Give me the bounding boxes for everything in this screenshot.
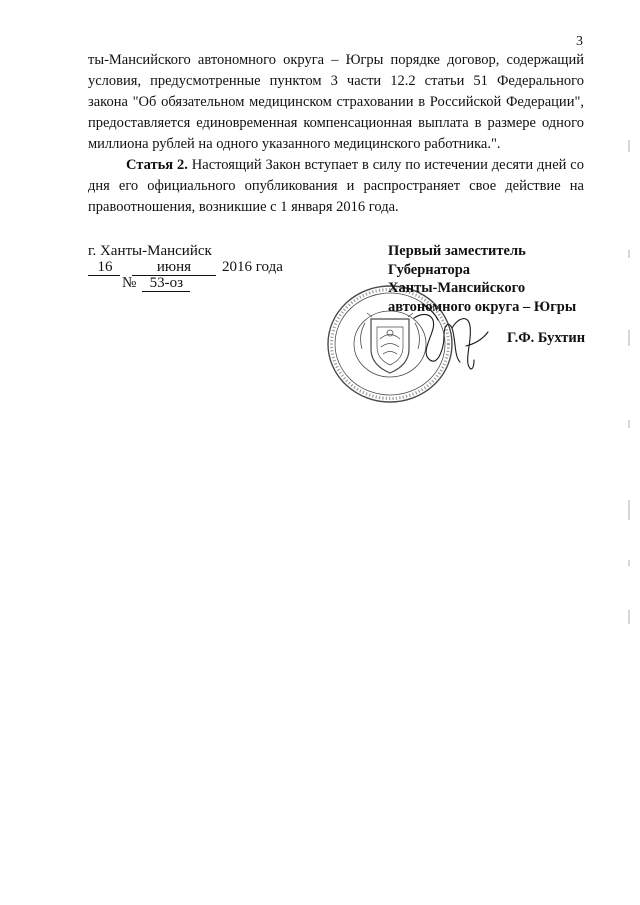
- signer-title-line-2: Губернатора: [388, 261, 471, 278]
- law-number-prefix: №: [122, 275, 137, 291]
- article-2-label: Статья 2.: [126, 157, 188, 173]
- date-month: июня: [132, 260, 216, 276]
- signing-date: [88, 259, 283, 276]
- law-number-value: 53-оз: [142, 276, 190, 292]
- signer-title-line-3: Ханты-Мансийского: [388, 280, 526, 296]
- date-day: 16: [88, 260, 120, 276]
- paragraph-amendment-end: ты-Мансийского автономного округа – Югры порядке договор, содержащий условия, предусмотренные пунктом 3 части 12.2 статьи 51 Федерального закона "Об обязательном медицинском страховании в Российской Федерации", предоставляется единовременная компенсационная выплата в размере одного миллиона рублей на одного указанного медицинского работника.".: [88, 52, 584, 152]
- signer-name: Г.Ф. Бухтин: [507, 330, 586, 346]
- article-2-paragraph: [88, 155, 584, 218]
- scan-edge-marks: [624, 0, 634, 905]
- page-number: 3: [576, 34, 583, 49]
- place-of-signing: г. Ханты-Мансийск: [88, 243, 212, 259]
- date-year: 2016 года: [222, 259, 283, 275]
- law-number: [122, 275, 190, 292]
- article-2-text: Настоящий Закон вступает в силу по истечении десяти дней со дня его официального опубликования и распространяет свое действие на правоотношения, возникшие с 1 января 2016 года.: [88, 157, 584, 215]
- signer-block: [388, 242, 576, 316]
- signer-title-line-4: автономного округа – Югры: [388, 298, 577, 315]
- signer-title-line-1: Первый заместитель: [388, 243, 526, 259]
